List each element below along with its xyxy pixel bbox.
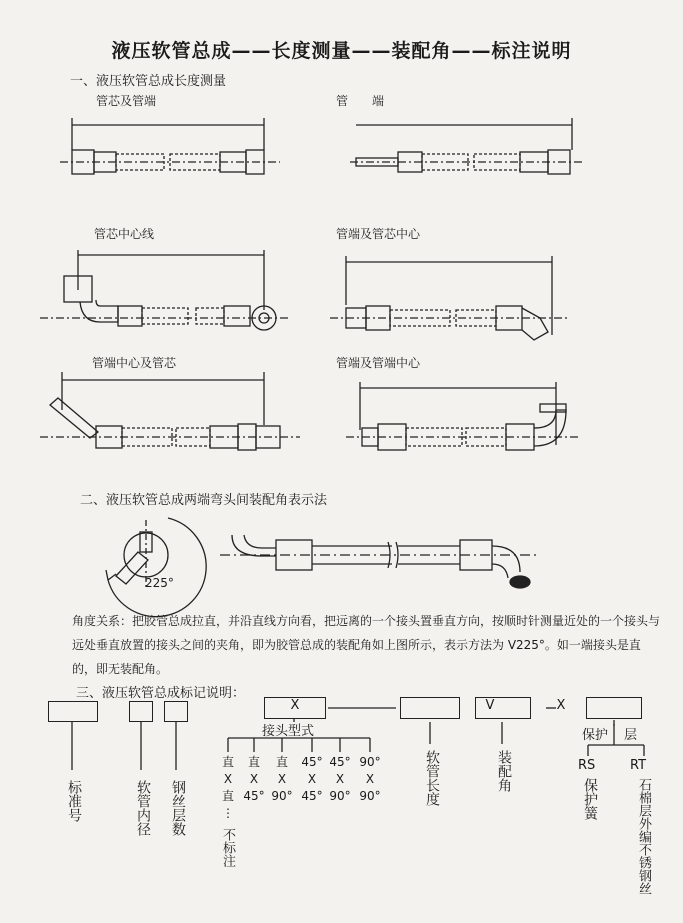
- label-end: 管 端: [336, 94, 385, 108]
- standard-number-box: [48, 701, 98, 722]
- fitting-col-3: 直 X 90°: [271, 755, 293, 803]
- wire-layers-box: [164, 701, 188, 722]
- label-standard-number: 标准号: [66, 780, 82, 822]
- rt-description: 石棉层外编不锈钢丝: [636, 778, 651, 895]
- protect-label-right: 层: [624, 728, 638, 743]
- angle-label: 225°: [145, 576, 174, 590]
- page-title: 液压软管总成——长度测量——装配角——标注说明: [111, 40, 572, 62]
- section1-heading: 一、液压软管总成长度测量: [70, 74, 227, 89]
- code-rs: RS: [578, 758, 596, 773]
- rs-description: 保护簧: [582, 778, 598, 820]
- fitting-type-box-text: X: [290, 698, 300, 713]
- label-hose-length: 软管长度: [424, 750, 440, 806]
- label-wire-layers: 钢丝层数: [170, 780, 186, 836]
- fitting-col-5: 45° X 90°: [329, 755, 351, 803]
- protective-layer-box: [586, 697, 642, 719]
- fitting-col-4: 45° X 45°: [301, 755, 323, 803]
- assembly-angle-box-text: V: [485, 698, 495, 713]
- protect-label-left: 保护: [582, 728, 609, 743]
- label-inner-diameter: 软管内径: [135, 780, 151, 836]
- section2-heading: 二、液压软管总成两端弯头间装配角表示法: [80, 493, 328, 508]
- code-rt: RT: [630, 758, 647, 773]
- label-assembly-angle: 装配角: [496, 750, 512, 792]
- fitting-col-2: 直 X 45°: [243, 755, 265, 803]
- hose-length-box: [400, 697, 460, 719]
- fitting-col-1: 直 X 直 ⋮: [221, 755, 234, 820]
- fitting-type-label: 接头型式: [262, 724, 315, 739]
- no-mark-label: 不标注: [220, 828, 235, 867]
- section3-heading: 三、液压软管总成标记说明：: [76, 686, 246, 701]
- label-end-and-core-center: 管端及管芯中心: [336, 227, 421, 241]
- separator-x: X: [556, 698, 566, 713]
- fitting-col-6: 90° X 90°: [359, 755, 381, 803]
- label-end-and-end-center: 管端及管端中心: [336, 356, 421, 370]
- label-core-and-end: 管芯及管端: [96, 94, 157, 108]
- angle-description: 角度关系：把胶管总成拉直，并沿直线方向看，把远离的一个接头置垂直方向，按顺时针测量近处的一个接头与远处垂直放置的接头之间的夹角，即为胶管总成的装配角如上图所示，表示方法为 V225°。如一端接头是直的，即无装配角。: [72, 614, 661, 676]
- inner-diameter-box: [129, 701, 153, 722]
- label-end-center-and-core: 管端中心及管芯: [92, 356, 177, 370]
- label-core-centerline: 管芯中心线: [94, 227, 155, 241]
